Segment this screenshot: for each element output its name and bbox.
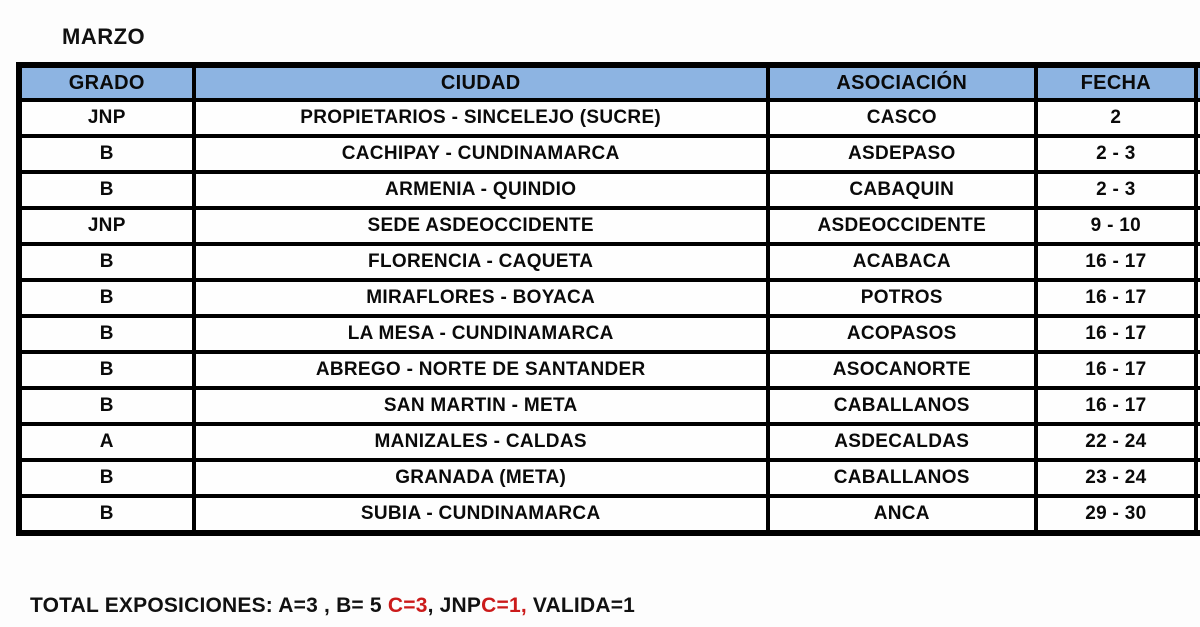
cell-grado: B — [19, 352, 194, 388]
cell-grado: B — [19, 172, 194, 208]
cell-asociacion: ASDECALDAS — [768, 424, 1036, 460]
cell-grado: JNP — [19, 208, 194, 244]
cell-asociacion: ANCA — [768, 496, 1036, 533]
cell-ciudad: SEDE ASDEOCCIDENTE — [194, 208, 768, 244]
cell-ciudad: SUBIA - CUNDINAMARCA — [194, 496, 768, 533]
cell-fecha: 2 - 3 — [1036, 172, 1196, 208]
cell-grado: B — [19, 316, 194, 352]
column-header-fecha: FECHA — [1036, 65, 1196, 100]
month-title: MARZO — [62, 24, 146, 49]
cell-asociacion: ASOCANORTE — [768, 352, 1036, 388]
cell-fecha: 16 - 17 — [1036, 316, 1196, 352]
cell-extra — [1196, 208, 1200, 244]
table-row — [19, 244, 1200, 280]
table-row — [19, 460, 1200, 496]
column-header-grado: GRADO — [19, 65, 194, 100]
column-header-ciudad: CIUDAD — [194, 65, 768, 100]
cell-asociacion: ASDEOCCIDENTE — [768, 208, 1036, 244]
cell-ciudad: GRANADA (META) — [194, 460, 768, 496]
table-row — [19, 100, 1200, 136]
cell-fecha: 2 — [1036, 100, 1196, 136]
cell-fecha: 22 - 24 — [1036, 424, 1196, 460]
totals-segment: , JNP — [427, 594, 482, 617]
cell-extra — [1196, 424, 1200, 460]
cell-fecha: 29 - 30 — [1036, 496, 1196, 533]
cell-ciudad: MANIZALES - CALDAS — [194, 424, 768, 460]
cell-asociacion: ACABACA — [768, 244, 1036, 280]
cell-fecha: 2 - 3 — [1036, 136, 1196, 172]
cell-asociacion: ASDEPASO — [768, 136, 1036, 172]
cell-fecha: 16 - 17 — [1036, 388, 1196, 424]
cell-ciudad: FLORENCIA - CAQUETA — [194, 244, 768, 280]
cell-asociacion: CABALLANOS — [768, 388, 1036, 424]
cell-grado: B — [19, 244, 194, 280]
cell-fecha: 9 - 10 — [1036, 208, 1196, 244]
table-row — [19, 496, 1200, 533]
totals-segment: TOTAL EXPOSICIONES: A=3 , B= 5 — [30, 594, 388, 617]
cell-grado: B — [19, 460, 194, 496]
cell-extra — [1196, 460, 1200, 496]
cell-fecha: 16 - 17 — [1036, 352, 1196, 388]
cell-asociacion: CABALLANOS — [768, 460, 1036, 496]
cell-asociacion: CABAQUIN — [768, 172, 1036, 208]
cell-extra — [1196, 172, 1200, 208]
cell-grado: B — [19, 280, 194, 316]
cell-ciudad: CACHIPAY - CUNDINAMARCA — [194, 136, 768, 172]
cell-asociacion: POTROS — [768, 280, 1036, 316]
cell-asociacion: CASCO — [768, 100, 1036, 136]
cell-ciudad: MIRAFLORES - BOYACA — [194, 280, 768, 316]
cell-extra — [1196, 316, 1200, 352]
table-row — [19, 208, 1200, 244]
totals-segment: VALIDA=1 — [526, 594, 636, 617]
cell-grado: JNP — [19, 100, 194, 136]
table-row — [19, 280, 1200, 316]
cell-fecha: 23 - 24 — [1036, 460, 1196, 496]
cell-grado: B — [19, 388, 194, 424]
totals-segment-red: C=1, — [481, 594, 527, 617]
totals-line — [30, 594, 635, 618]
cell-ciudad: ARMENIA - QUINDIO — [194, 172, 768, 208]
cell-grado: B — [19, 496, 194, 533]
table-header-row — [19, 65, 1200, 100]
table-row — [19, 352, 1200, 388]
cell-ciudad: LA MESA - CUNDINAMARCA — [194, 316, 768, 352]
table-row — [19, 136, 1200, 172]
table-row — [19, 172, 1200, 208]
cell-extra — [1196, 100, 1200, 136]
table-row — [19, 388, 1200, 424]
cell-extra — [1196, 388, 1200, 424]
cell-asociacion: ACOPASOS — [768, 316, 1036, 352]
cell-extra — [1196, 136, 1200, 172]
totals-segment-red: C=3 — [387, 594, 428, 617]
cell-extra — [1196, 352, 1200, 388]
column-header-extra — [1196, 65, 1200, 100]
cell-fecha: 16 - 17 — [1036, 280, 1196, 316]
cell-ciudad: SAN MARTIN - META — [194, 388, 768, 424]
table-row — [19, 316, 1200, 352]
cell-extra — [1196, 496, 1200, 533]
cell-fecha: 16 - 17 — [1036, 244, 1196, 280]
cell-grado: A — [19, 424, 194, 460]
cell-ciudad: ABREGO - NORTE DE SANTANDER — [194, 352, 768, 388]
schedule-table — [16, 62, 1200, 536]
column-header-asociacion: ASOCIACIÓN — [768, 65, 1036, 100]
cell-extra — [1196, 244, 1200, 280]
cell-extra — [1196, 280, 1200, 316]
cell-ciudad: PROPIETARIOS - SINCELEJO (SUCRE) — [194, 100, 768, 136]
table-row — [19, 424, 1200, 460]
cell-grado: B — [19, 136, 194, 172]
